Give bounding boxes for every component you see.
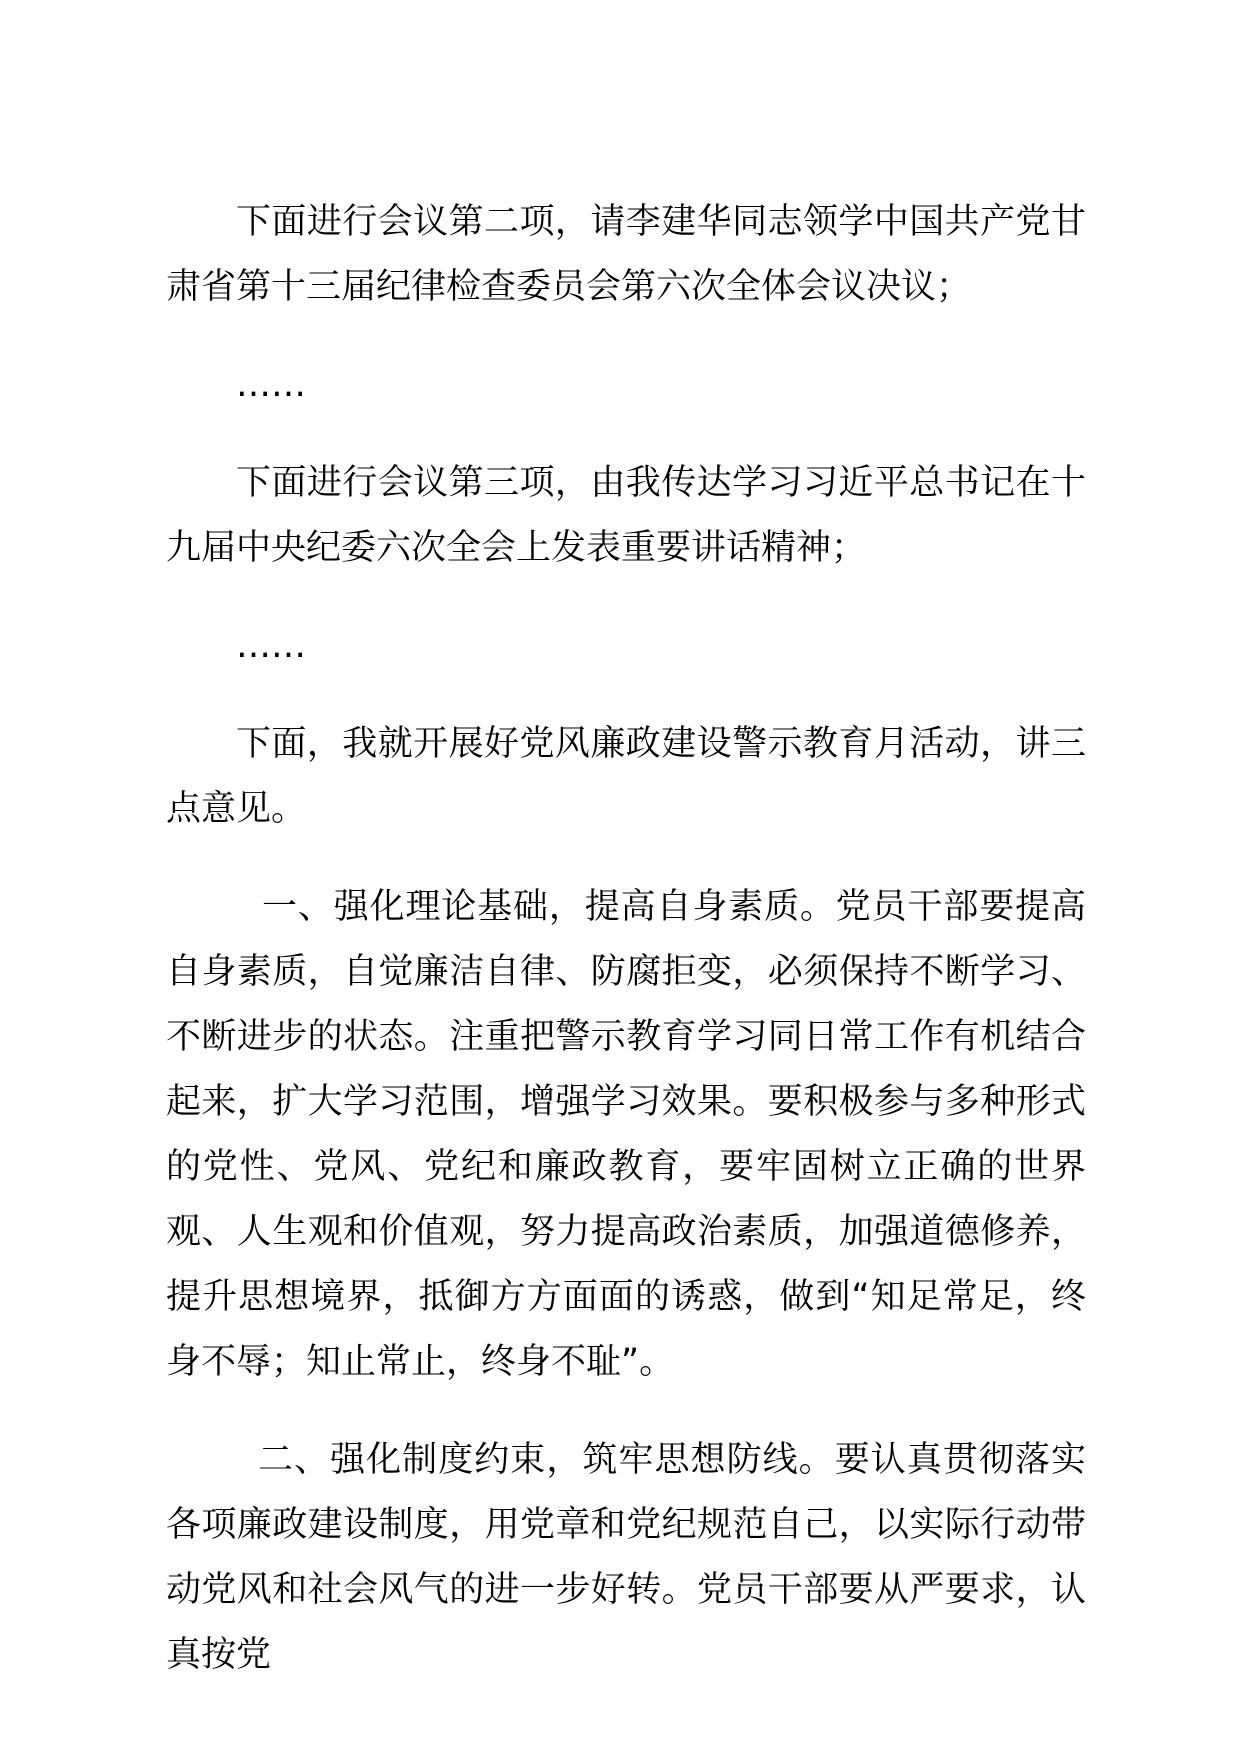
point-heading: 二、强化制度约束，筑牢思想防线。: [258, 1440, 835, 1480]
paragraph-text: 下面，我就开展好党风廉政建设警示教育月活动，讲三点意见。: [166, 724, 1086, 829]
paragraph-text: 党员干部要提高自身素质，自觉廉洁自律、防腐拒变，必须保持不断学习、不断进步的状态。注重把警示教育学习同日常工作有机结合起来，扩大学习范围，增强学习效果。要积极参与多种形式的党性、党风、党纪和廉政教育，要牢固树立正确的世界观、人生观和价值观，努力提高政治素质，加强道德修养，提升思想境界，抵御方方面面的诱惑，做到“知足常足，终身不辱；知止常止，终身不耻”。: [166, 887, 1086, 1382]
ellipsis-text: ……: [236, 626, 306, 666]
paragraph-agenda-item-two: [166, 190, 1086, 320]
point-heading: 一、强化理论基础，提高自身素质。: [262, 887, 836, 927]
ellipsis-text: ……: [236, 365, 306, 405]
paragraph-text: 下面进行会议第二项，请李建华同志领学中国共产党甘肃省第十三届纪律检查委员会第六次全体会议决议；: [166, 202, 1086, 307]
paragraph-agenda-item-three: [166, 451, 1086, 581]
paragraph-ellipsis: [166, 614, 1086, 679]
paragraph-point-one: [166, 875, 1086, 1395]
paragraph-ellipsis: [166, 353, 1086, 418]
paragraph-text: 下面进行会议第三项，由我传达学习习近平总书记在十九届中央纪委六次全会上发表重要讲话精神；: [166, 463, 1086, 568]
paragraph-intro-three-points: [166, 712, 1086, 842]
paragraph-text: 要认真贯彻落实各项廉政建设制度，用党章和党纪规范自己，以实际行动带动党风和社会风气的进一步好转。党员干部要从严要求，认真按党: [166, 1440, 1086, 1675]
paragraph-point-two: [166, 1428, 1086, 1688]
document-body: [166, 190, 1086, 1721]
